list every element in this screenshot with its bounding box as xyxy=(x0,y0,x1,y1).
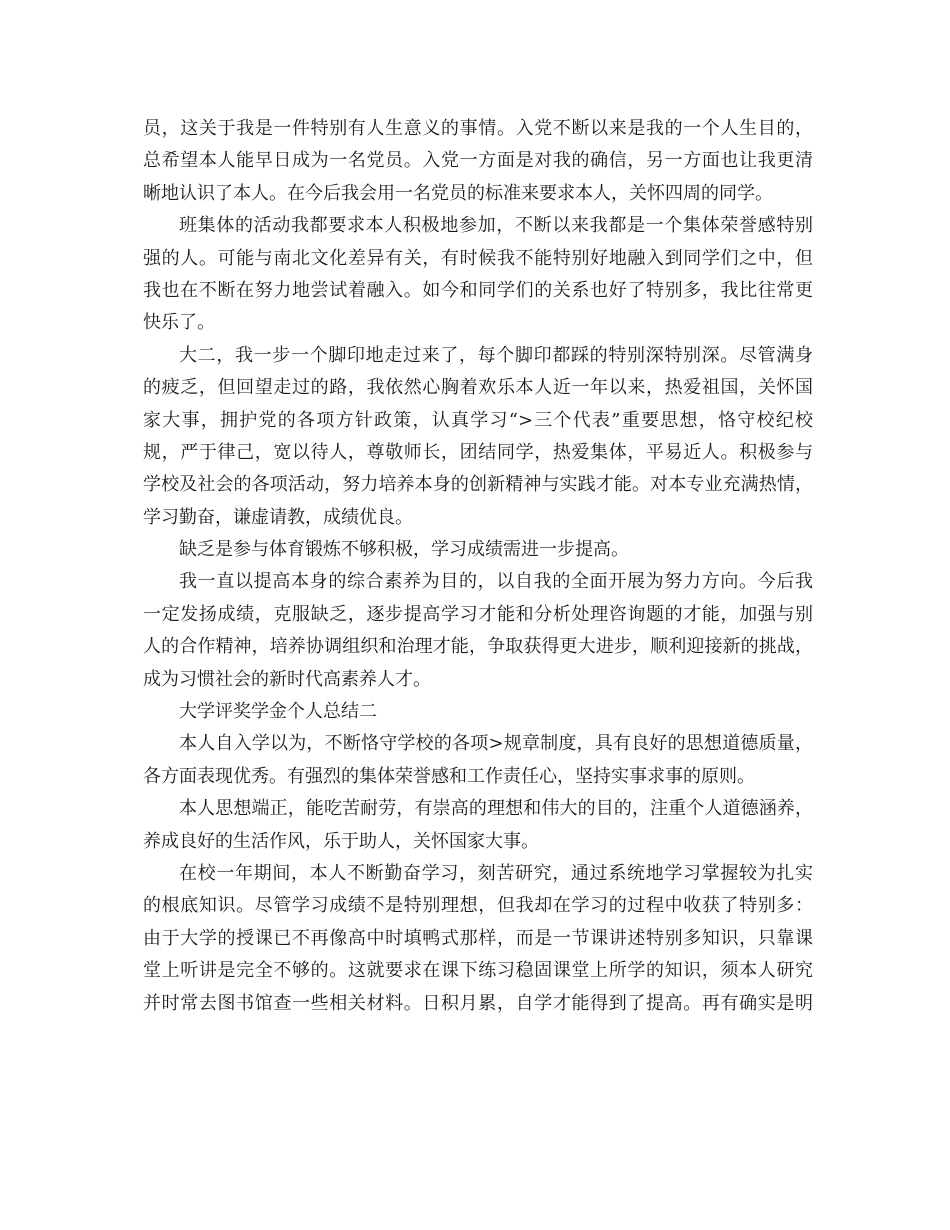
text-line: 快乐了。 xyxy=(143,312,215,334)
text-line: 本人自入学以为，不断恪守学校的各项>规章制度，具有良好的思想道德质量， xyxy=(179,733,813,755)
text-line: 学习勤奋，谦虚请教，成绩优良。 xyxy=(143,506,413,528)
text-line: 堂上听讲是完全不够的。这就要求在课下练习稳固课堂上所学的知识，须本人研究 xyxy=(143,960,813,982)
text-line: 的根底知识。尽管学习成绩不是特别理想，但我却在学习的过程中收获了特别多： xyxy=(143,895,813,917)
text-line: 大学评奖学金个人总结二 xyxy=(179,701,377,723)
text-line: 规，严于律己，宽以待人，尊敬师长，团结同学，热爱集体，平易近人。积极参与 xyxy=(143,441,813,463)
text-line: 我一直以提高本身的综合素养为目的，以自我的全面开展为努力方向。今后我 xyxy=(179,571,813,593)
text-line: 并时常去图书馆查一些相关材料。日积月累，自学才能得到了提高。再有确实是明 xyxy=(143,992,813,1014)
text-line: 我也在不断在努力地尝试着融入。如今和同学们的关系也好了特别多，我比往常更 xyxy=(143,279,813,301)
text-line: 晰地认识了本人。在今后我会用一名党员的标准来要求本人，关怀四周的同学。 xyxy=(143,182,773,204)
text-line: 由于大学的授课已不再像高中时填鸭式那样，而是一节课讲述特别多知识，只靠课 xyxy=(143,927,813,949)
text-line: 缺乏是参与体育锻炼不够积极，学习成绩需进一步提高。 xyxy=(179,539,629,561)
document-body xyxy=(143,113,813,1020)
text-line: 成为习惯社会的新时代高素养人才。 xyxy=(143,668,431,690)
text-line: 人的合作精神，培养协调组织和治理才能，争取获得更大进步，顺利迎接新的挑战， xyxy=(143,636,813,658)
text-line: 学校及社会的各项活动，努力培养本身的创新精神与实践才能。对本专业充满热情， xyxy=(143,474,813,496)
text-line: 一定发扬成绩，克服缺乏，逐步提高学习才能和分析处理咨询题的才能，加强与别 xyxy=(143,603,813,625)
text-line: 在校一年期间，本人不断勤奋学习，刻苦研究，通过系统地学习掌握较为扎实 xyxy=(179,862,813,884)
text-line: 家大事，拥护党的各项方针政策，认真学习“>三个代表”重要思想，恪守校纪校 xyxy=(143,409,813,431)
text-line: 各方面表现优秀。有强烈的集体荣誉感和工作责任心，坚持实事求事的原则。 xyxy=(143,765,755,787)
text-line: 班集体的活动我都要求本人积极地参加，不断以来我都是一个集体荣誉感特别 xyxy=(179,215,813,237)
text-line: 本人思想端正，能吃苦耐劳，有崇高的理想和伟大的目的，注重个人道德涵养， xyxy=(179,798,813,820)
text-line: 强的人。可能与南北文化差异有关，有时候我不能特别好地融入到同学们之中，但 xyxy=(143,247,813,269)
text-line: 养成良好的生活作风，乐于助人，关怀国家大事。 xyxy=(143,830,539,852)
text-line: 总希望本人能早日成为一名党员。入党一方面是对我的确信，另一方面也让我更清 xyxy=(143,150,813,172)
text-line: 员，这关于我是一件特别有人生意义的事情。入党不断以来是我的一个人生目的， xyxy=(143,118,813,139)
text-line: 的疲乏，但回望走过的路，我依然心胸着欢乐本人近一年以来，热爱祖国，关怀国 xyxy=(143,377,813,399)
text-line: 大二，我一步一个脚印地走过来了，每个脚印都踩的特别深特别深。尽管满身 xyxy=(179,344,813,366)
